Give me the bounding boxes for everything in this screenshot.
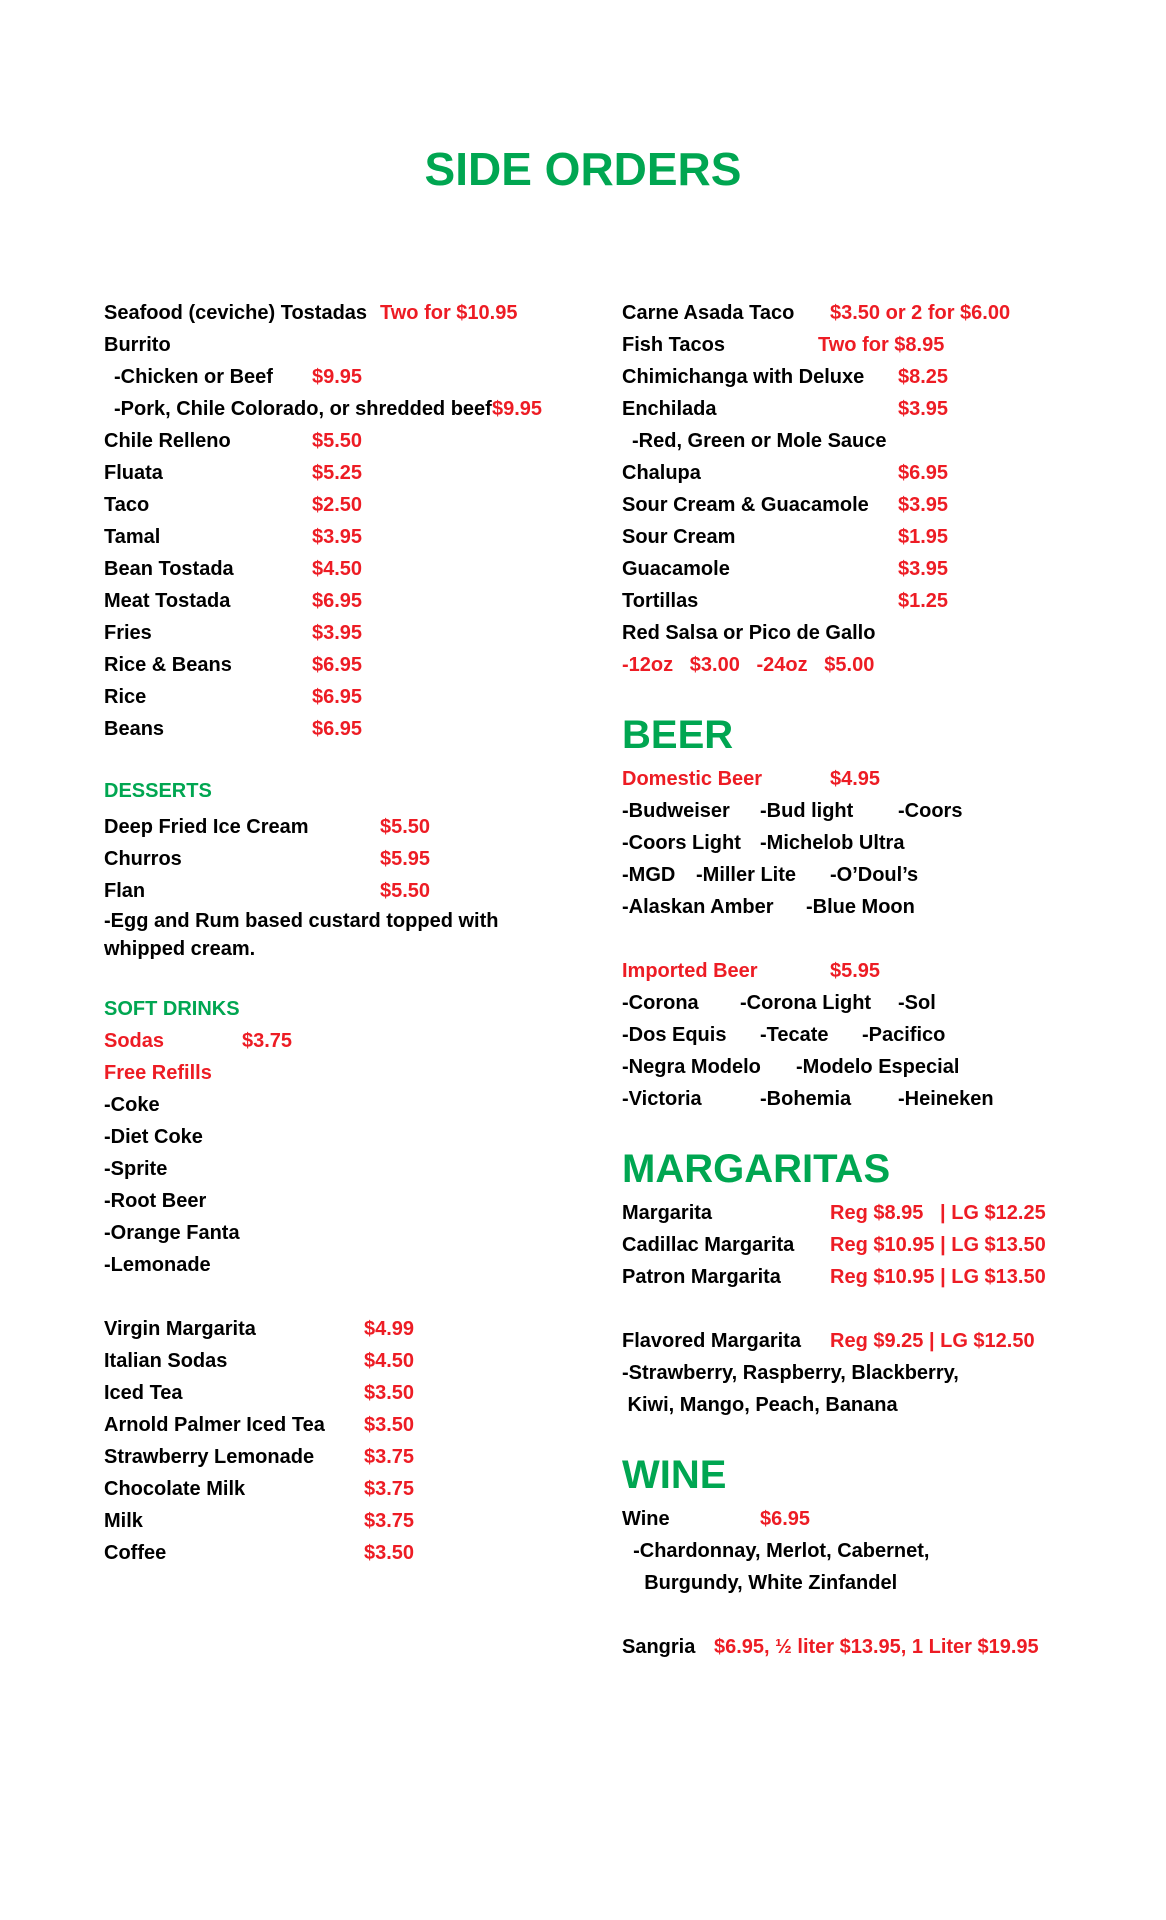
item-name: Arnold Palmer Iced Tea (104, 1414, 325, 1436)
wine-varieties: -Chardonnay, Merlot, Cabernet, (622, 1540, 930, 1562)
domestic-beer-label: Domestic Beer (622, 768, 763, 790)
drink-item (104, 1377, 574, 1409)
item-price: $5.25 (312, 462, 363, 484)
item-price: $6.95 (312, 686, 363, 708)
beer-name: -Tecate (760, 1024, 829, 1046)
soda-flavor: -Root Beer (104, 1190, 207, 1212)
beer-name: -Bud light (760, 800, 854, 822)
item-name: Chocolate Milk (104, 1478, 246, 1500)
item-price: $8.25 (898, 366, 949, 388)
soft-drinks-heading: SOFT DRINKS (104, 998, 240, 1020)
item-price: $2.50 (312, 494, 363, 516)
menu-item (104, 521, 574, 553)
item-name: Fish Tacos (622, 334, 725, 356)
menu-item (104, 425, 574, 457)
item-price: Reg $8.95 | LG $12.25 (830, 1202, 1046, 1224)
item-name: Tortillas (622, 590, 699, 612)
item-price: $6.95 (312, 590, 363, 612)
item-name: Rice (104, 686, 147, 708)
menu-item (622, 585, 1122, 617)
menu-item (622, 329, 1122, 361)
beer-name: -MGD (622, 864, 676, 886)
item-price: $3.95 (898, 558, 949, 580)
dessert-item (104, 811, 574, 843)
item-price: $5.50 (380, 880, 431, 902)
left-column (104, 297, 574, 1569)
drink-item (104, 1345, 574, 1377)
menu-item (622, 393, 1122, 425)
menu-item (104, 713, 574, 745)
item-price: $3.50 (364, 1414, 415, 1436)
item-name: Sour Cream & Guacamole (622, 494, 869, 516)
beer-name: -Coors Light (622, 832, 741, 854)
side-items-list (104, 297, 574, 745)
sodas-price: $3.75 (242, 1030, 293, 1052)
flavor-list: Kiwi, Mango, Peach, Banana (622, 1394, 898, 1416)
beer-name: -Alaskan Amber (622, 896, 774, 918)
item-name: Meat Tostada (104, 590, 231, 612)
item-price: $5.50 (380, 816, 431, 838)
item-price: $1.25 (898, 590, 949, 612)
menu-item (104, 457, 574, 489)
item-price: Two for $8.95 (818, 334, 945, 356)
item-name: Iced Tea (104, 1382, 183, 1404)
item-price: $4.50 (364, 1350, 415, 1372)
flan-description: -Egg and Rum based custard topped with whipped cream. (104, 910, 499, 960)
drink-item (104, 1473, 574, 1505)
beer-name: -Heineken (898, 1088, 994, 1110)
menu-item (622, 297, 1122, 329)
imported-beer-row (622, 955, 1122, 987)
menu-item (622, 361, 1122, 393)
item-name: Taco (104, 494, 150, 516)
item-name: Sour Cream (622, 526, 736, 548)
beer-list-row (622, 1083, 1122, 1115)
beer-name: -Bohemia (760, 1088, 852, 1110)
item-price: $3.75 (364, 1510, 415, 1532)
item-price: Reg $9.25 | LG $12.50 (830, 1330, 1035, 1352)
item-price: $9.95 (492, 398, 543, 420)
item-price: Reg $10.95 | LG $13.50 (830, 1266, 1046, 1288)
menu-item (104, 393, 574, 425)
dessert-item (104, 875, 574, 907)
menu-item (104, 617, 574, 649)
item-name: Burrito (104, 334, 171, 356)
drink-item (104, 1313, 574, 1345)
free-refills: Free Refills (104, 1062, 212, 1084)
item-name: Rice & Beans (104, 654, 232, 676)
menu-item (622, 489, 1122, 521)
beer-list-row (622, 987, 1122, 1019)
menu-item (104, 361, 574, 393)
item-name: Strawberry Lemonade (104, 1446, 315, 1468)
beer-name: -Modelo Especial (796, 1056, 960, 1078)
beer-list-row (622, 1051, 1122, 1083)
item-name: Virgin Margarita (104, 1318, 256, 1340)
item-name: Milk (104, 1510, 143, 1532)
imported-beer-label: Imported Beer (622, 960, 758, 982)
item-name: Patron Margarita (622, 1266, 781, 1288)
beer-name: -Corona (622, 992, 699, 1014)
wine-varieties: Burgundy, White Zinfandel (622, 1572, 898, 1594)
item-price: $3.75 (364, 1446, 415, 1468)
beer-name: -Miller Lite (696, 864, 797, 886)
item-price: $3.95 (312, 622, 363, 644)
menu-item (104, 681, 574, 713)
menu-item (622, 553, 1122, 585)
soda-flavor: -Diet Coke (104, 1126, 203, 1148)
item-name: Margarita (622, 1202, 713, 1224)
item-name: Beans (104, 718, 165, 740)
item-name: Italian Sodas (104, 1350, 228, 1372)
beer-name: -O’Doul’s (830, 864, 919, 886)
menu-item (104, 489, 574, 521)
beer-name: -Blue Moon (806, 896, 915, 918)
menu-item (104, 649, 574, 681)
drink-item (104, 1537, 574, 1569)
item-name: Red Salsa or Pico de Gallo (622, 622, 876, 644)
wine-heading: WINE (622, 1453, 727, 1497)
item-name: Tamal (104, 526, 161, 548)
beer-list-row (622, 891, 1122, 923)
item-name: Fries (104, 622, 152, 644)
item-name: Chile Relleno (104, 430, 231, 452)
item-name: Guacamole (622, 558, 730, 580)
item-price: $5.50 (312, 430, 363, 452)
item-price: $3.50 (364, 1542, 415, 1564)
item-name: Chimichanga with Deluxe (622, 366, 865, 388)
item-name: -Chicken or Beef (114, 366, 273, 388)
item-name: Deep Fried Ice Cream (104, 816, 309, 838)
margarita-item (622, 1197, 1122, 1229)
beer-list-row (622, 1019, 1122, 1051)
page-title: SIDE ORDERS (424, 143, 742, 195)
beer-heading: BEER (622, 713, 734, 757)
menu-item (104, 329, 574, 361)
domestic-beer-row (622, 763, 1122, 795)
item-price: $3.95 (898, 398, 949, 420)
wine-price: $6.95 (760, 1508, 811, 1530)
item-name: -Red, Green or Mole Sauce (632, 430, 887, 452)
soda-flavor: -Sprite (104, 1158, 168, 1180)
sangria-row (622, 1631, 1122, 1663)
item-name: Cadillac Margarita (622, 1234, 795, 1256)
sangria-price: $6.95, ½ liter $13.95, 1 Liter $19.95 (714, 1636, 1039, 1658)
drink-item (104, 1505, 574, 1537)
menu-item (622, 521, 1122, 553)
menu-item (104, 553, 574, 585)
beer-name: -Sol (898, 992, 936, 1014)
flavored-margarita (622, 1325, 1122, 1357)
right-column (622, 297, 1122, 1663)
drink-item (104, 1441, 574, 1473)
soda-flavor: -Orange Fanta (104, 1222, 240, 1244)
menu-item (622, 457, 1122, 489)
sangria-label: Sangria (622, 1636, 696, 1658)
beer-name: -Victoria (622, 1088, 702, 1110)
item-name: Seafood (ceviche) Tostadas (104, 302, 368, 324)
drink-item (104, 1409, 574, 1441)
sodas-row (104, 1025, 574, 1057)
item-price: Two for $10.95 (380, 302, 518, 324)
item-name: Chalupa (622, 462, 701, 484)
item-price: $3.75 (364, 1478, 415, 1500)
item-price: $3.95 (312, 526, 363, 548)
margarita-item (622, 1229, 1122, 1261)
item-name: Bean Tostada (104, 558, 234, 580)
item-price: $6.95 (312, 654, 363, 676)
sodas-label: Sodas (104, 1030, 165, 1052)
item-name: Carne Asada Taco (622, 302, 795, 324)
menu-item (104, 297, 574, 329)
beer-name: -Michelob Ultra (760, 832, 905, 854)
flavor-list: -Strawberry, Raspberry, Blackberry, (622, 1362, 959, 1384)
item-price: $1.95 (898, 526, 949, 548)
item-name: Coffee (104, 1542, 167, 1564)
salsa-sizes: -12oz $3.00 -24oz $5.00 (622, 654, 875, 676)
beer-list-row (622, 827, 1122, 859)
item-name: Fluata (104, 462, 163, 484)
beer-name: -Negra Modelo (622, 1056, 761, 1078)
beer-name: -Corona Light (740, 992, 872, 1014)
item-name: Flan (104, 880, 146, 902)
beer-name: -Pacifico (862, 1024, 946, 1046)
menu-item (622, 617, 1122, 649)
beer-list-row (622, 859, 1122, 891)
beer-list-row (622, 795, 1122, 827)
wine-label: Wine (622, 1508, 670, 1530)
item-name: -Pork, Chile Colorado, or shredded beef (114, 398, 492, 420)
margaritas-heading: MARGARITAS (622, 1147, 891, 1191)
item-price: $3.95 (898, 494, 949, 516)
item-price: $3.50 or 2 for $6.00 (830, 302, 1011, 324)
soda-flavor: -Lemonade (104, 1254, 211, 1276)
wine-row (622, 1503, 1122, 1535)
item-name: Churros (104, 848, 182, 870)
imported-beer-price: $5.95 (830, 960, 881, 982)
beer-name: -Coors (898, 800, 963, 822)
menu-item (622, 425, 1122, 457)
domestic-beer-price: $4.95 (830, 768, 881, 790)
item-name: Enchilada (622, 398, 717, 420)
beer-name: -Budweiser (622, 800, 730, 822)
item-price: $6.95 (898, 462, 949, 484)
item-price: $9.95 (312, 366, 363, 388)
item-price: $4.99 (364, 1318, 415, 1340)
soda-flavor: -Coke (104, 1094, 160, 1116)
item-price: $5.95 (380, 848, 431, 870)
item-name: Flavored Margarita (622, 1330, 801, 1352)
item-price: $4.50 (312, 558, 363, 580)
dessert-item (104, 843, 574, 875)
menu-item (104, 585, 574, 617)
desserts-heading: DESSERTS (104, 780, 212, 802)
item-price: Reg $10.95 | LG $13.50 (830, 1234, 1046, 1256)
beer-name: -Dos Equis (622, 1024, 727, 1046)
margarita-item (622, 1261, 1122, 1293)
item-price: $6.95 (312, 718, 363, 740)
item-price: $3.50 (364, 1382, 415, 1404)
